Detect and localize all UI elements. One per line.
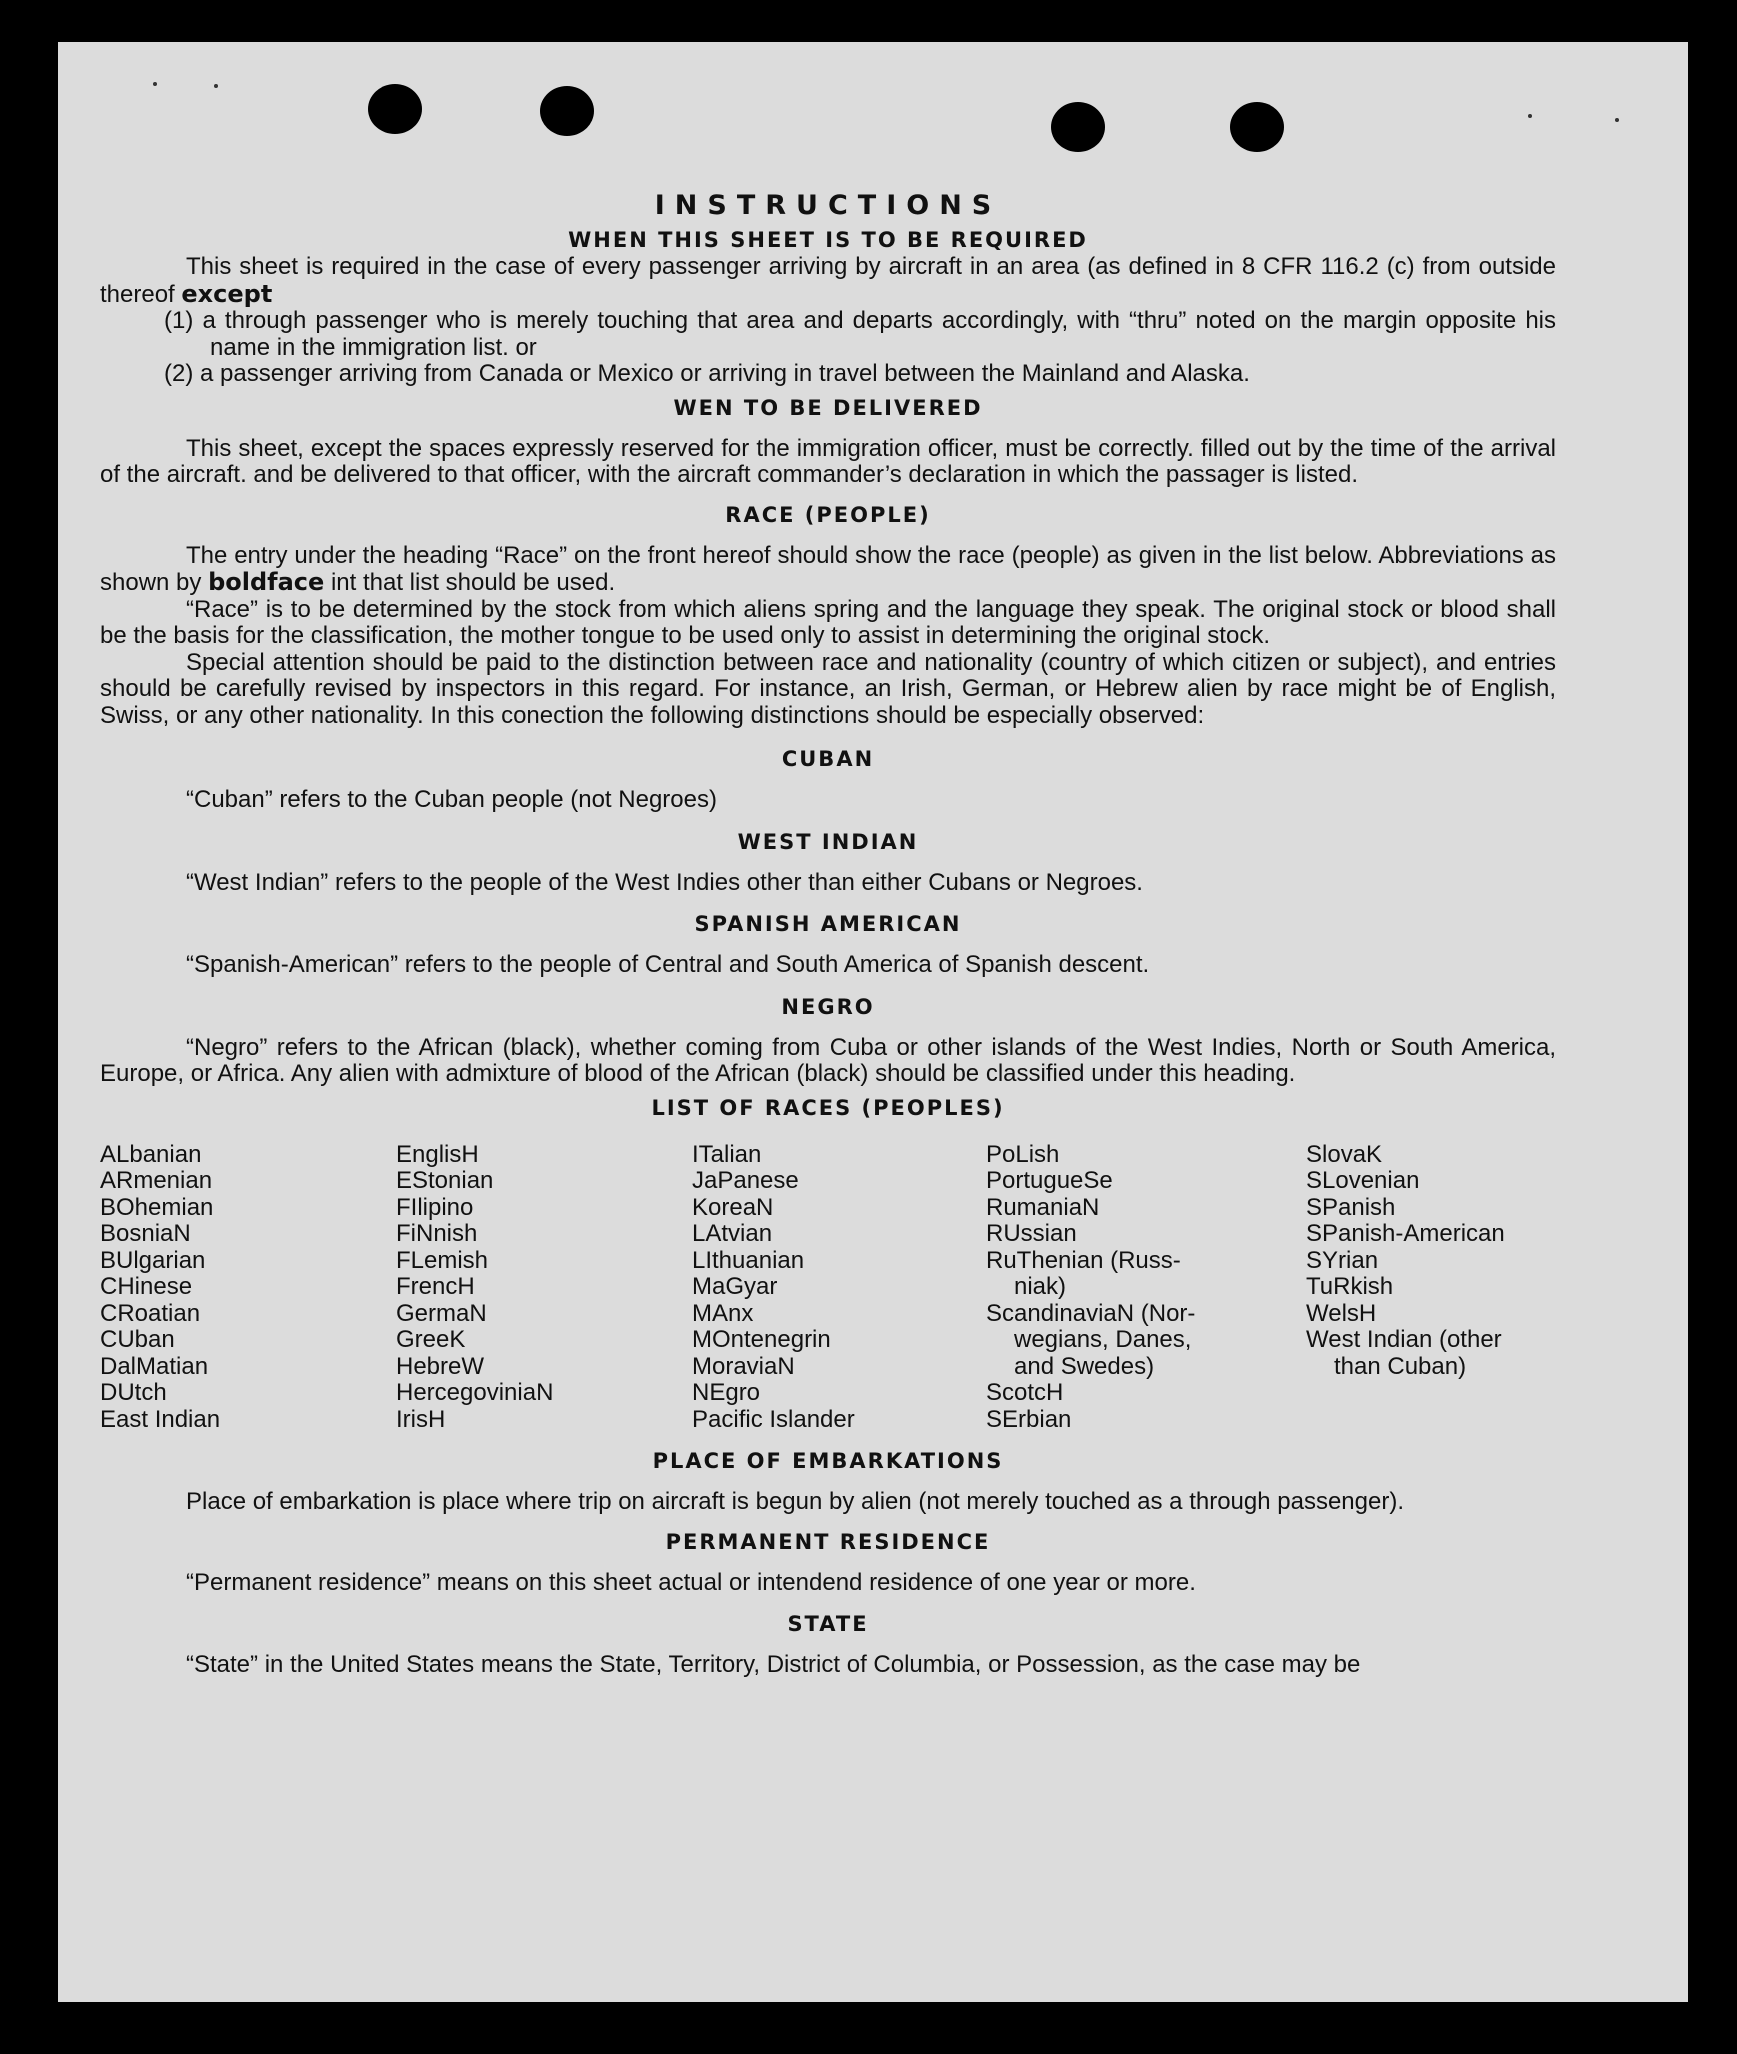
race-entry: SPanish-American — [1306, 1220, 1505, 1247]
section-list-of-races — [100, 1094, 1556, 1434]
section-race — [100, 501, 1556, 730]
race-entry: GreeK — [396, 1326, 466, 1353]
race-entry: Pacific Islander — [692, 1405, 855, 1433]
race-entry: IrisH — [396, 1405, 446, 1433]
paragraph: “Negro” refers to the African (black), whether coming from Cuba or other islands of the West Indies, North or South America, Europe, or Africa. Any alien with admixture of blood of the African (black) should be classified under this heading. — [100, 1033, 1556, 1087]
race-entry: HebreW — [396, 1352, 485, 1380]
section-permanent-residence — [100, 1528, 1556, 1597]
race-entry: RuThenian (Russ- — [986, 1246, 1181, 1274]
race-entry: DUtch — [100, 1379, 167, 1406]
section-place-of-embarkation — [100, 1447, 1556, 1516]
race-entry: MoraviaN — [692, 1352, 795, 1380]
speck — [214, 84, 218, 88]
race-entry: LIthuanian — [692, 1246, 805, 1274]
paragraph — [100, 254, 1556, 308]
paragraph-text: int that list should be used. — [330, 569, 616, 596]
punch-hole — [1051, 102, 1105, 152]
paragraph-text: This sheet is required in the case of every passenger arriving by aircraft in an area (as defined in 8 CFR 116.2 (c) from outside thereof — [100, 253, 1556, 308]
paragraph: “Cuban” refers to the Cuban people (not Negroes) — [186, 786, 717, 813]
race-entry: ScotcH — [986, 1379, 1064, 1406]
race-entry: HercegoviniaN — [396, 1379, 554, 1406]
race-entry: MOntenegrin — [692, 1326, 831, 1353]
list-item: (1) a through passenger who is merely touching that area and departs accordingly, with “thru” noted on the margin opposite his name in the immigration list. or — [164, 307, 1556, 361]
section-negro — [100, 993, 1556, 1088]
race-entry: ITalian — [692, 1140, 762, 1168]
paragraph: “State” in the United States means the State, Territory, District of Columbia, or Possession, as the case may be — [186, 1651, 1361, 1678]
speck — [1615, 118, 1619, 122]
paragraph: This sheet, except the spaces expressly reserved for the immigration officer, must be correctly. filled out by the time of the arrival of the aircraft. and be delivered to that officer, with the aircraft commander’s declaration in which the passager is listed. — [100, 434, 1556, 488]
race-entry: ScandinaviaN (Nor- — [986, 1299, 1196, 1327]
races-column — [396, 1142, 692, 1434]
race-entry: GermaN — [396, 1299, 487, 1327]
paragraph: “Spanish-American” refers to the people of Central and South America of Spanish descent. — [186, 951, 1150, 978]
race-entry: ARmenian — [100, 1167, 213, 1194]
speck — [153, 82, 157, 86]
section-heading: WEST INDIAN — [737, 829, 919, 854]
section-heading: WEN TO BE DELIVERED — [673, 395, 983, 420]
section-heading: SPANISH AMERICAN — [694, 912, 962, 936]
race-entry: CUban — [100, 1326, 175, 1353]
race-entry: PortugueSe — [986, 1167, 1113, 1194]
races-column — [1306, 1142, 1556, 1434]
section-heading: PLACE OF EMBARKATIONS — [652, 1449, 1004, 1473]
race-entry: JaPanese — [692, 1167, 799, 1194]
section-heading: LIST OF RACES (PEOPLES) — [651, 1095, 1005, 1120]
race-entry: EStonian — [396, 1167, 494, 1194]
section-state — [100, 1610, 1556, 1679]
races-column — [692, 1142, 986, 1434]
race-entry: LAtvian — [692, 1220, 773, 1247]
race-entry: RumaniaN — [986, 1193, 1100, 1221]
section-when-required — [100, 226, 1556, 388]
race-entry: SErbian — [986, 1405, 1072, 1433]
paragraph: Special attention should be paid to the distinction between race and nationality (country of which citizen or subject), and entries should be carefully revised by inspectors in this regard. For instance, an Irish, German, or Hebrew alien by race might be of English, Swiss, or any other nationality. In this conection the following distinctions should be especially observed: — [100, 648, 1556, 729]
race-entry: MAnx — [692, 1299, 754, 1327]
race-entry: CRoatian — [100, 1299, 201, 1327]
race-entry: wegians, Danes, — [1014, 1326, 1192, 1353]
section-west-indian — [100, 828, 1556, 897]
punch-hole — [540, 86, 594, 136]
paragraph: “Race” is to be determined by the stock from which aliens spring and the language they speak. The original stock or blood shall be the basis for the classification, the mother tongue to be used only to assist in determining the original stock. — [100, 595, 1556, 649]
race-entry: FLemish — [396, 1246, 489, 1274]
section-heading: NEGRO — [781, 994, 875, 1019]
paragraph: Place of embarkation is place where trip on aircraft is begun by alien (not merely touched as a through passenger). — [186, 1488, 1404, 1515]
section-heading: RACE (PEOPLE) — [725, 502, 931, 527]
paragraph — [100, 543, 1556, 597]
bold-text: boldface — [208, 568, 325, 596]
speck — [1528, 114, 1532, 118]
race-entry: NEgro — [692, 1379, 761, 1406]
race-entry: than Cuban) — [1334, 1352, 1467, 1380]
race-entry: niak) — [1014, 1273, 1067, 1300]
races-column — [100, 1142, 396, 1434]
race-entry: BosniaN — [100, 1220, 191, 1247]
race-entry: SLovenian — [1306, 1167, 1420, 1194]
race-entry: WelsH — [1306, 1299, 1377, 1327]
paragraph-text: The entry under the heading “Race” on the front hereof should show the race (people) as given in the list below. Abbreviations as shown by — [100, 541, 1556, 596]
race-entry: SlovaK — [1306, 1140, 1383, 1168]
section-heading: CUBAN — [781, 747, 875, 771]
race-entry: KoreaN — [692, 1193, 774, 1221]
races-column — [986, 1142, 1306, 1434]
section-cuban — [100, 745, 1556, 814]
race-entry: CHinese — [100, 1273, 193, 1300]
punch-hole — [368, 84, 422, 134]
race-entry: FrencH — [396, 1273, 475, 1300]
race-entry: West Indian (other — [1306, 1326, 1502, 1353]
race-entry: BOhemian — [100, 1193, 214, 1221]
race-entry: EnglisH — [396, 1140, 479, 1168]
races-table — [100, 1142, 1556, 1434]
race-entry: SYrian — [1306, 1246, 1379, 1274]
race-entry: TuRkish — [1306, 1273, 1394, 1300]
section-heading: PERMANENT RESIDENCE — [665, 1529, 991, 1554]
section-heading: STATE — [787, 1612, 869, 1636]
paragraph: “West Indian” refers to the people of the West Indies other than either Cubans or Negroes. — [186, 868, 1143, 896]
list-item: (2) a passenger arriving from Canada or Mexico or arriving in travel between the Mainland and Alaska. — [164, 360, 1250, 387]
race-entry: RUssian — [986, 1220, 1077, 1247]
section-when-delivered — [100, 394, 1556, 489]
race-entry: FIlipino — [396, 1193, 474, 1221]
race-entry: East Indian — [100, 1405, 221, 1433]
page-title: INSTRUCTIONS — [654, 190, 1002, 221]
bold-text: except — [181, 279, 273, 308]
instructions-content — [100, 150, 1556, 1679]
race-entry: PoLish — [986, 1140, 1060, 1168]
section-heading: WHEN THIS SHEET IS TO BE REQUIRED — [568, 228, 1088, 252]
race-entry: MaGyar — [692, 1273, 778, 1300]
punch-hole — [1230, 102, 1284, 152]
paragraph: “Permanent residence” means on this sheet actual or intendend residence of one year or more. — [186, 1568, 1196, 1596]
race-entry: FiNnish — [396, 1220, 478, 1247]
race-entry: DalMatian — [100, 1352, 209, 1380]
race-entry: ALbanian — [100, 1140, 202, 1168]
race-entry: SPanish — [1306, 1193, 1396, 1221]
race-entry: BUlgarian — [100, 1246, 206, 1274]
section-spanish-american — [100, 910, 1556, 979]
race-entry: and Swedes) — [1014, 1352, 1155, 1380]
